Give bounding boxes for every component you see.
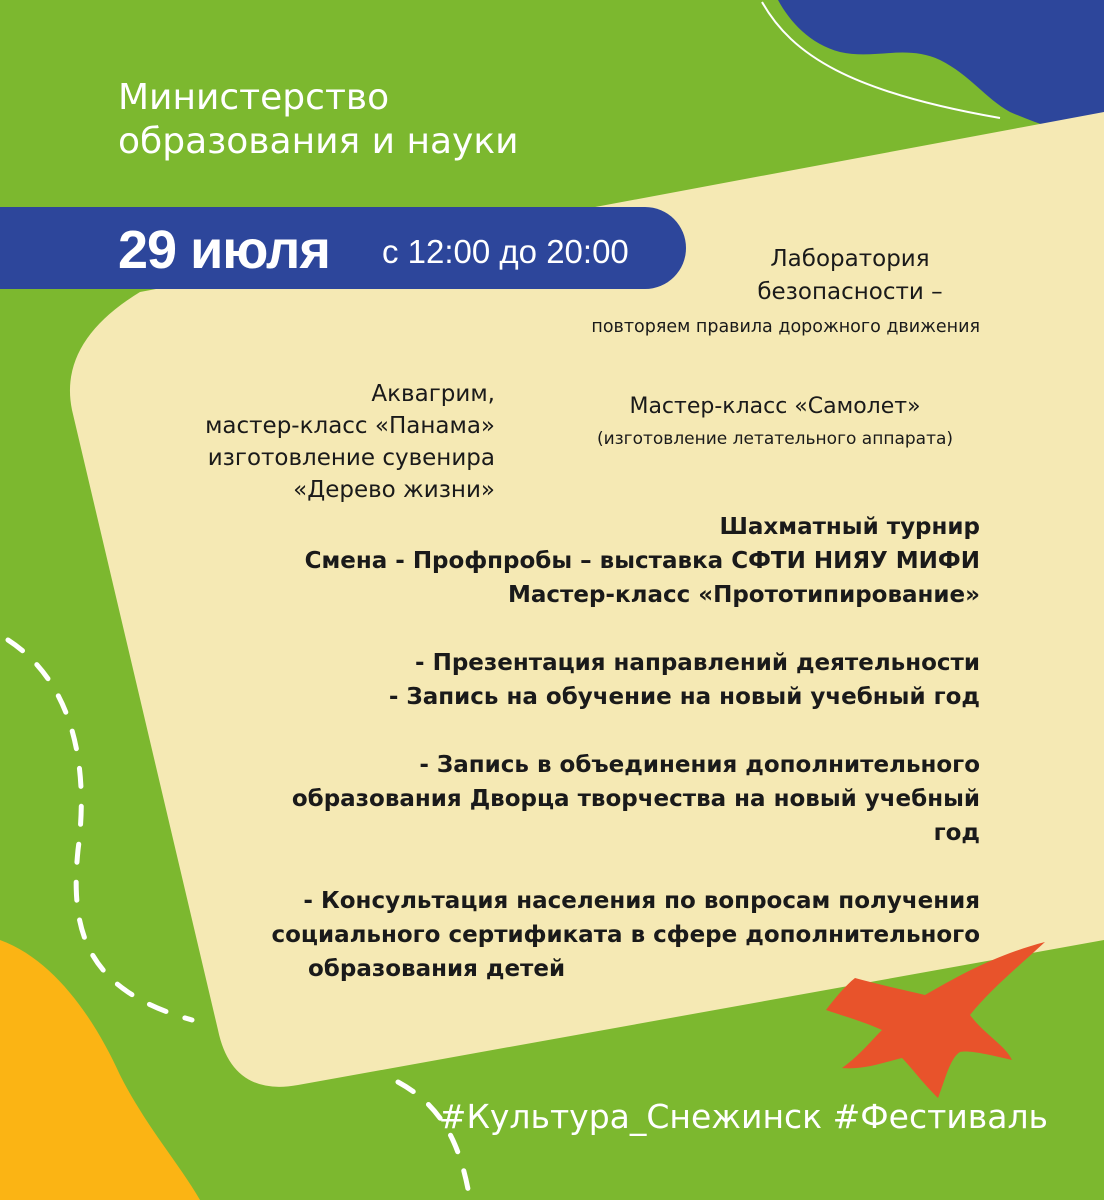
aqua-line: Аквагрим,	[371, 381, 495, 407]
spacer-line	[240, 714, 980, 748]
event-line: - Презентация направлений деятельности	[415, 650, 980, 676]
event-date: 29 июля	[118, 220, 330, 280]
spacer-line	[240, 850, 980, 884]
ministry-line-2: образования и науки	[118, 121, 519, 162]
event-line: - Запись в объединения дополнительного	[419, 752, 980, 778]
event-line: образования детей	[308, 956, 566, 982]
samolet-title: Мастер-класс «Самолет»	[629, 394, 921, 419]
lab-subtitle: повторяем правила дорожного движения	[591, 317, 980, 337]
spacer-line	[240, 612, 980, 646]
lab-title-line-2: безопасности –	[757, 279, 943, 305]
event-line: - Консультация населения по вопросам получения	[303, 888, 980, 914]
event-line: социального сертификата в сфере дополнительного	[271, 922, 980, 948]
event-time: с 12:00 до 20:00	[382, 233, 629, 270]
ministry-line-1: Министерство	[118, 77, 390, 118]
aqua-line: изготовление сувенира	[207, 445, 495, 471]
event-line: образования Дворца творчества на новый учебный год	[291, 786, 980, 846]
main-events-list	[240, 510, 980, 986]
hashtags: #Культура_Снежинск #Фестиваль	[438, 1097, 1048, 1136]
aquagrim-block	[120, 378, 495, 506]
event-line: Шахматный турнир	[719, 514, 980, 540]
event-line: - Запись на обучение на новый учебный год	[388, 684, 980, 710]
lab-title-line-1: Лаборатория	[770, 246, 930, 272]
lab-title	[740, 243, 960, 309]
ministry-title	[118, 76, 638, 164]
aqua-line: мастер-класс «Панама»	[205, 413, 495, 439]
event-line: Смена - Профпробы – выставка СФТИ НИЯУ МИФИ	[304, 548, 980, 574]
aqua-line: «Дерево жизни»	[293, 477, 495, 503]
event-line: Мастер-класс «Прототипирование»	[508, 582, 980, 608]
samolet-subtitle: (изготовление летательного аппарата)	[596, 429, 954, 449]
